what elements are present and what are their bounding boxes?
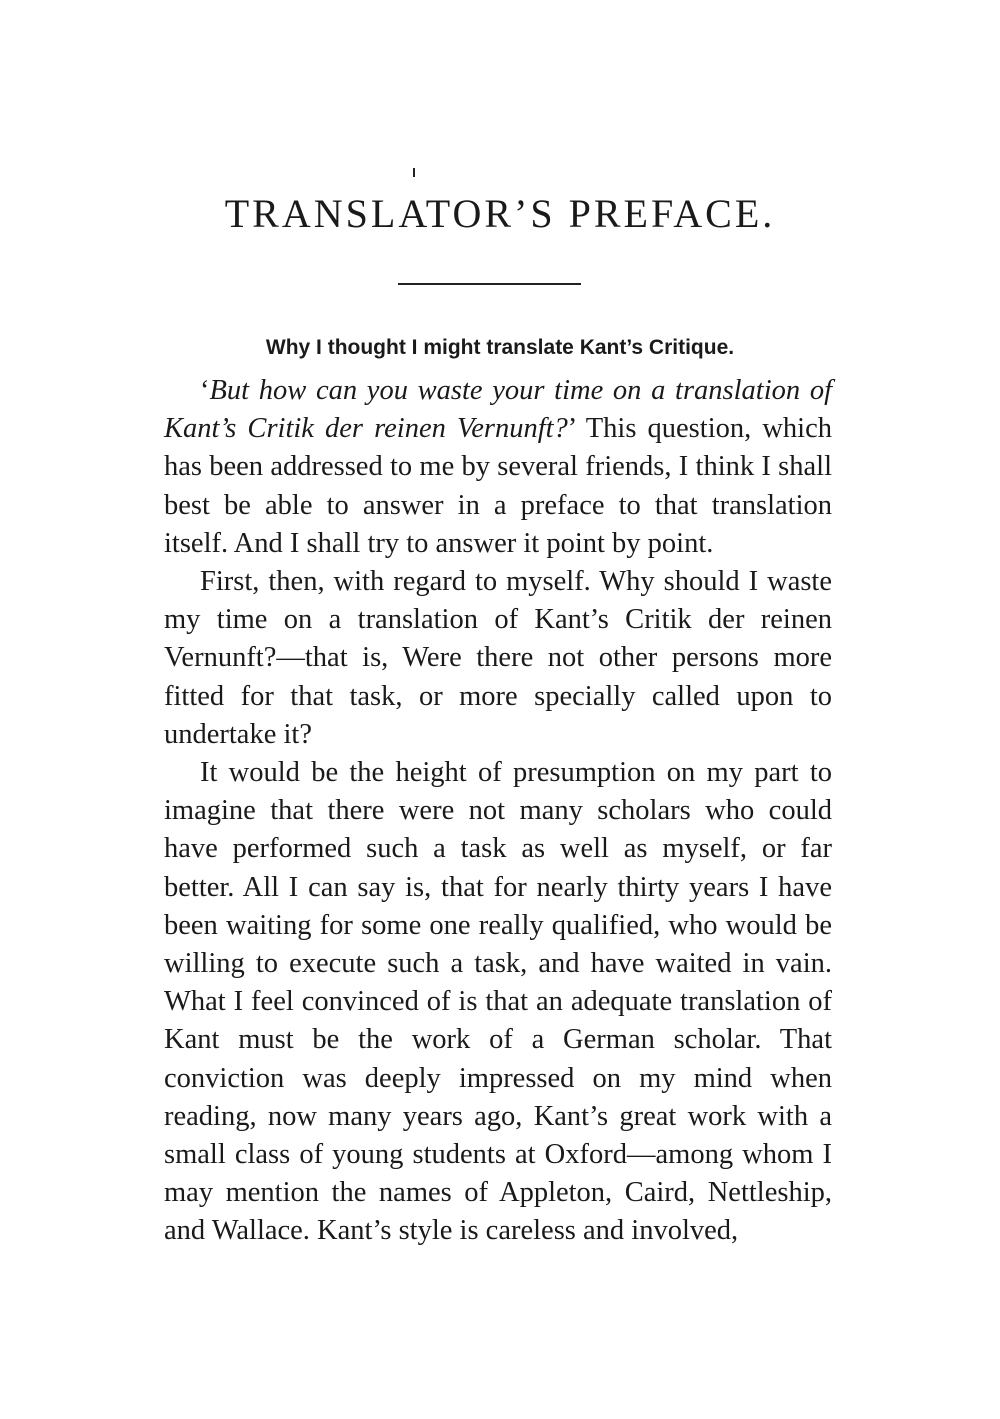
section-heading: Why I thought I might translate Kant’s Critique.	[265, 336, 735, 359]
paragraph-3: It would be the height of presumption on my part to imagine that there were not many scholars who could have performed such a task as well as myself, or far better. All I can say is, that for nearly thirty years I have been waiting for some one really qualified, who would be willing to execute such a task, and have waited in vain. What I feel convinced of is that an adequate translation of Kant must be the work of a German scholar. That conviction was deeply impressed on my mind when reading, now many years ago, Kant’s great work with a small class of young students at Oxford—among whom I may mention the names of Appleton, Caird, Nettleship, and Wallace. Kant’s style is careless and involved,	[164, 757, 832, 1247]
printer-mark	[413, 168, 415, 177]
paragraph-2: First, then, with regard to myself. Why should I waste my time on a translation of Kant’s Critik der reinen Vernunft?—that is, Were there not other persons more fitted for that task, or more specially called upon to undertake it?	[164, 566, 832, 750]
quoted-question: But how can you waste your time on a translation of Kant’s Critik der reinen Vernunft?	[164, 375, 832, 445]
page-title: TRANSLATOR’S PREFACE.	[224, 191, 776, 236]
title-divider	[398, 283, 581, 285]
paragraph-1-text: This question, which has been addressed to me by several friends, I think I shall best be able to answer in a preface to that translation itself. And I shall try to answer it point by point.	[164, 413, 832, 559]
closing-quote: ’	[567, 413, 576, 445]
preface-body	[164, 372, 832, 1251]
opening-quote: ‘	[200, 375, 210, 406]
paragraph-1	[164, 372, 832, 563]
